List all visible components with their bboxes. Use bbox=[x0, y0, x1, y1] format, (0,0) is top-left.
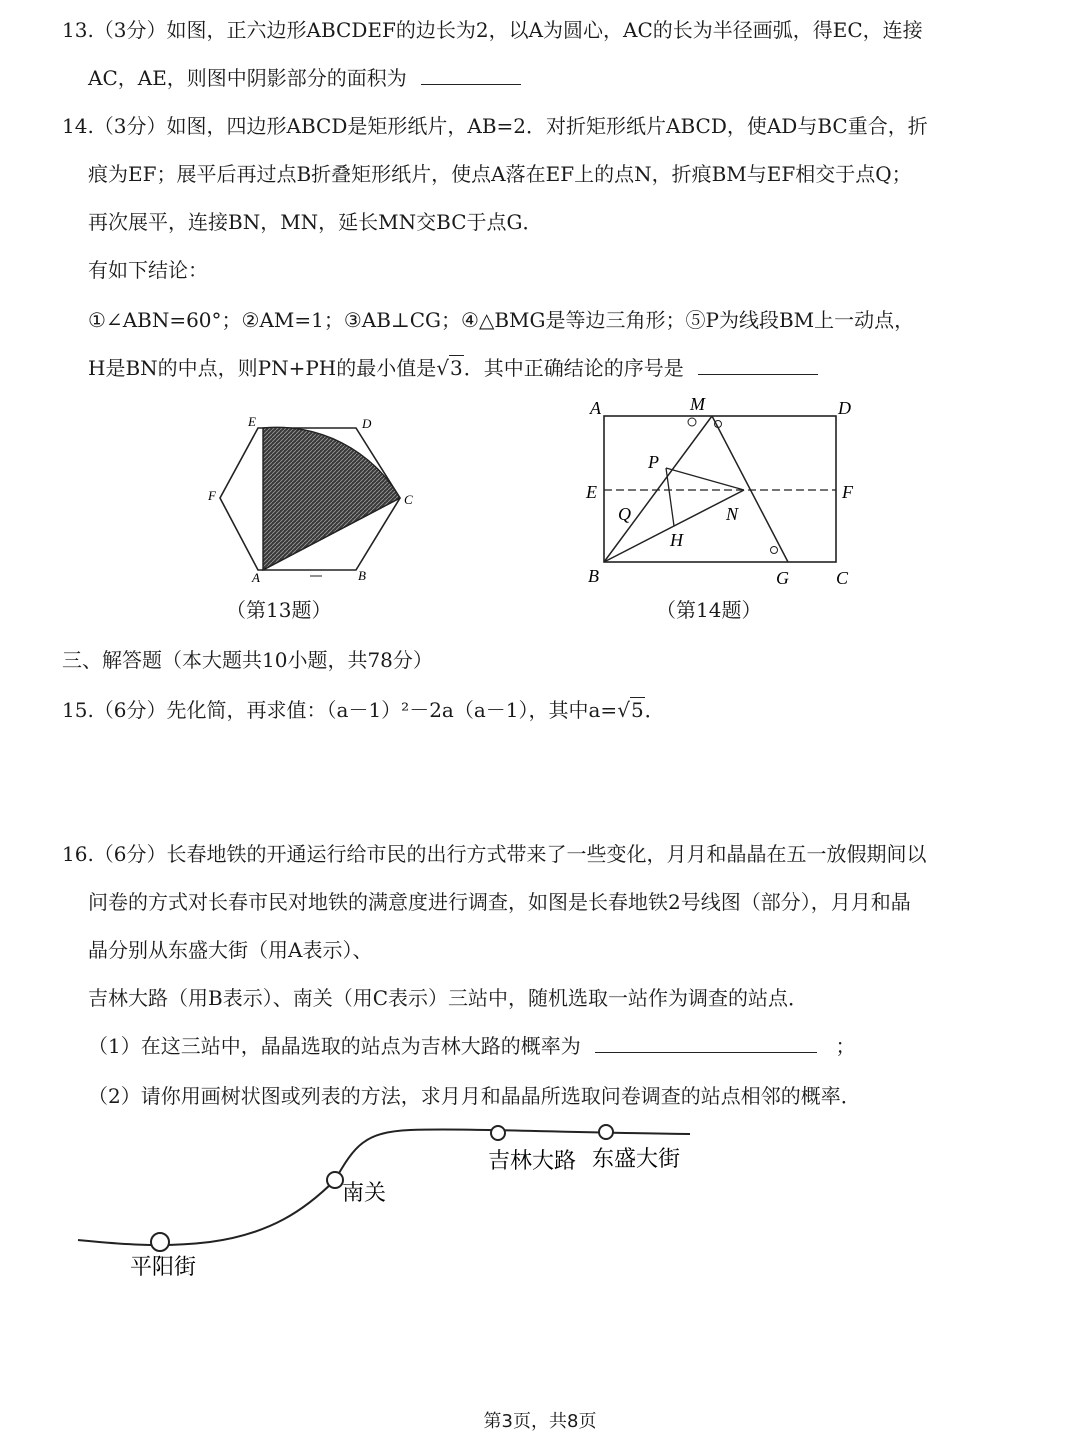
station-label-dongsheng: 东盛大街 bbox=[592, 1147, 681, 1172]
hex-label-A: A bbox=[252, 570, 260, 585]
rect-label-G: G bbox=[776, 568, 789, 588]
hex-label-D: D bbox=[362, 416, 372, 431]
q16-part1-text: （1）在这三站中，晶晶选取的站点为吉林大路的概率为 bbox=[88, 1034, 581, 1058]
rect-label-Q: Q bbox=[618, 504, 631, 524]
station-label-pingyangjie: 平阳街 bbox=[130, 1255, 197, 1280]
hex-label-C: C bbox=[404, 492, 413, 507]
q14-line2: 痕为EF；展平后再过点B折叠矩形纸片，使点A落在EF上的点N，折痕BM与EF相交于点Q； bbox=[88, 162, 912, 186]
q16-line3: 晶分别从东盛大街（用A表示）、 bbox=[88, 938, 373, 962]
station-label-nanguan: 南关 bbox=[342, 1181, 387, 1206]
rect-label-A: A bbox=[590, 398, 601, 418]
q13-answer-blank bbox=[421, 64, 521, 85]
station-dongsheng bbox=[599, 1125, 613, 1139]
q15-text-a: 15.（6分）先化简，再求值：（a－1）²－2a（a－1），其中a= bbox=[62, 698, 618, 722]
q16-part1-end: ； bbox=[835, 1034, 856, 1058]
q16-line2: 问卷的方式对长春市民对地铁的满意度进行调查，如图是长春地铁2号线图（部分），月月和晶 bbox=[88, 890, 911, 914]
station-pingyangjie bbox=[151, 1233, 169, 1251]
segment-BM bbox=[604, 416, 712, 562]
hex-label-E: E bbox=[248, 414, 256, 429]
q14-line6-text-c: ．其中正确结论的序号是 bbox=[463, 356, 684, 380]
q16-answer-blank bbox=[595, 1032, 817, 1053]
q15-sqrt-value: 5 bbox=[630, 698, 644, 722]
q16-part2: （2）请你用画树状图或列表的方法，求月月和晶晶所选取问卷调查的站点相邻的概率． bbox=[88, 1084, 861, 1108]
q16-line1: 16.（6分）长春地铁的开通运行给市民的出行方式带来了一些变化，月月和晶晶在五一放假期间以 bbox=[62, 842, 927, 866]
rect-label-F: F bbox=[842, 482, 853, 502]
figure13-caption: （第13题） bbox=[226, 598, 332, 622]
rect-label-M: M bbox=[690, 394, 705, 414]
q14-sqrt-value: 3 bbox=[450, 356, 463, 380]
q16-part1 bbox=[88, 1032, 855, 1060]
rect-label-H: H bbox=[670, 530, 683, 550]
rect-label-C: C bbox=[836, 568, 849, 588]
q13-line1: 13.（3分）如图，正六边形ABCDEF的边长为2，以A为圆心，AC的长为半径画弧，得EC，连接 bbox=[62, 18, 923, 42]
q14-line6-text-a: H是BN的中点，则PN+PH的最小值是 bbox=[88, 356, 437, 380]
rect-label-E: E bbox=[586, 482, 597, 502]
hexagon-figure bbox=[200, 410, 420, 590]
station-label-jilin-road: 吉林大路 bbox=[488, 1149, 577, 1174]
q16-line4: 吉林大路（用B表示）、南关（用C表示）三站中，随机选取一站作为调查的站点． bbox=[88, 986, 808, 1010]
station-jilin-road bbox=[491, 1126, 505, 1140]
q13-line2 bbox=[88, 64, 521, 92]
hex-label-F: F bbox=[208, 488, 216, 503]
page-number: 第3页，共8页 bbox=[483, 1411, 597, 1432]
section3-title: 三、解答题（本大题共10小题，共78分） bbox=[62, 648, 433, 672]
metro-line-map bbox=[0, 1110, 1080, 1290]
segment-PN bbox=[666, 468, 744, 490]
sqrt-symbol: √ bbox=[436, 356, 450, 380]
figure14-caption: （第14题） bbox=[656, 598, 762, 622]
q14-line6 bbox=[88, 354, 818, 382]
station-nanguan bbox=[327, 1172, 343, 1188]
rect-label-P: P bbox=[648, 452, 659, 472]
q14-line5: ①∠ABN=60°；②AM=1；③AB⊥CG；④△BMG是等边三角形；⑤P为线段BM上一动点， bbox=[88, 308, 915, 332]
hex-label-B: B bbox=[358, 568, 366, 583]
rect-label-B: B bbox=[588, 566, 599, 586]
sqrt-symbol: √ bbox=[617, 698, 630, 722]
rectangle-figure bbox=[580, 390, 870, 590]
segment-MG bbox=[712, 416, 788, 562]
q15-text-c: ． bbox=[644, 698, 665, 722]
q14-line1: 14.（3分）如图，四边形ABCD是矩形纸片，AB=2．对折矩形纸片ABCD，使AD与BC重合，折 bbox=[62, 114, 928, 138]
rectangle-outline bbox=[604, 416, 836, 562]
q13-line2-text: AC，AE，则图中阴影部分的面积为 bbox=[88, 66, 407, 90]
q14-answer-blank bbox=[698, 354, 818, 375]
rect-label-D: D bbox=[838, 398, 851, 418]
rect-label-N: N bbox=[726, 504, 739, 524]
q14-line4: 有如下结论： bbox=[88, 258, 208, 282]
shaded-sector bbox=[263, 427, 400, 570]
segment-PH bbox=[666, 468, 674, 526]
q14-line3: 再次展平，连接BN，MN，延长MN交BC于点G． bbox=[88, 210, 543, 234]
q15-line bbox=[62, 696, 665, 724]
